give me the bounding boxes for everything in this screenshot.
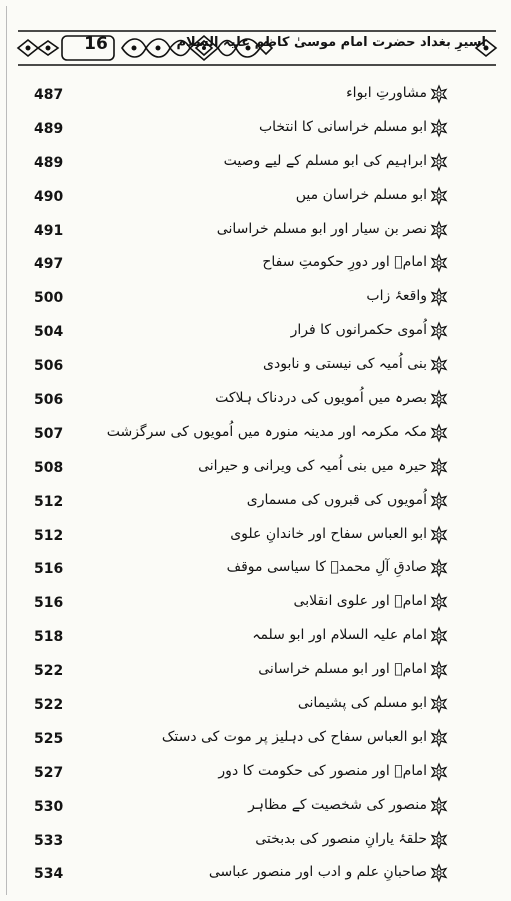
toc-title: امام علیہ السلام اور ابو سلمہ: [252, 627, 427, 644]
star-bullet-icon: [430, 763, 448, 781]
toc-entry: [0, 389, 511, 423]
star-bullet-icon: [430, 85, 448, 103]
toc-page-number: 522: [34, 697, 64, 714]
toc-page-number: 500: [34, 290, 64, 307]
toc-page-number: 530: [34, 798, 64, 815]
toc-entry: [0, 118, 511, 152]
toc-title: مشاورتِ ابواء: [346, 85, 427, 101]
running-title: اسیرِ بغداد حضرت امام موسیٰ کاظم علیہ السلام: [176, 35, 486, 50]
toc-entry: [0, 287, 511, 321]
toc-title: واقعۂ زاب: [366, 288, 427, 305]
toc-page-number: 522: [34, 663, 64, 680]
toc-page-number: 489: [34, 120, 64, 137]
toc-entry: [0, 626, 511, 660]
star-bullet-icon: [430, 559, 448, 577]
star-bullet-icon: [430, 492, 448, 510]
toc-entry: [0, 863, 511, 897]
toc-page-number: 527: [34, 764, 64, 781]
toc-title: اُموی حکمرانوں کا فرار: [290, 322, 427, 339]
star-bullet-icon: [430, 627, 448, 645]
star-bullet-icon: [430, 526, 448, 544]
toc-page-number: 497: [34, 256, 64, 273]
toc-title: بنی اُمیہ کی نیستی و نابودی: [263, 356, 427, 373]
toc-title: ابو العباس سفاح اور خاندانِ علوی: [230, 525, 427, 542]
star-bullet-icon: [430, 593, 448, 611]
toc-title: اُمویوں کی قبروں کی مسماری: [246, 491, 427, 508]
toc-entry: [0, 796, 511, 830]
toc-entry: [0, 660, 511, 694]
table-of-contents: [0, 84, 511, 897]
toc-title: حلقۂ یارانِ منصور کی بدبختی: [255, 830, 427, 847]
toc-title: ابو العباس سفاح کی دہلیز پر موت کی دستک: [161, 728, 427, 745]
toc-page-number: 525: [34, 730, 64, 747]
toc-title: امامؑ اور ابو مسلم خراسانی: [258, 661, 427, 678]
toc-entry: [0, 186, 511, 220]
toc-title: صادقِ آلِ محمدؐ کا سیاسی موقف: [226, 559, 427, 576]
toc-entry: [0, 423, 511, 457]
toc-page-number: 534: [34, 866, 64, 883]
star-bullet-icon: [430, 424, 448, 442]
toc-page-number: 508: [34, 459, 64, 476]
page-number: 16: [84, 34, 108, 54]
page-header: [14, 28, 500, 68]
star-bullet-icon: [430, 695, 448, 713]
star-bullet-icon: [430, 356, 448, 374]
toc-title: ابو مسلم خراسان میں: [295, 186, 427, 203]
toc-entry: [0, 592, 511, 626]
toc-title: صاحبانِ علم و ادب اور منصور عباسی: [208, 864, 427, 881]
toc-entry: [0, 728, 511, 762]
toc-page-number: 507: [34, 425, 64, 442]
toc-page-number: 533: [34, 832, 64, 849]
star-bullet-icon: [430, 729, 448, 747]
star-bullet-icon: [430, 288, 448, 306]
star-bullet-icon: [430, 797, 448, 815]
toc-title: بصرہ میں اُمویوں کی دردناک ہلاکت: [215, 390, 427, 407]
toc-entry: [0, 220, 511, 254]
star-bullet-icon: [430, 661, 448, 679]
toc-title: منصور کی شخصیت کے مظاہر: [248, 796, 427, 813]
toc-entry: [0, 321, 511, 355]
toc-title: حیرہ میں بنی اُمیہ کی ویرانی و حیرانی: [198, 457, 427, 474]
toc-title: ابو مسلم کی پشیمانی: [297, 695, 427, 712]
toc-entry: [0, 525, 511, 559]
toc-page-number: 516: [34, 595, 64, 612]
toc-page-number: 516: [34, 561, 64, 578]
star-bullet-icon: [430, 864, 448, 882]
toc-title: امامؑ اور منصور کی حکومت کا دور: [218, 762, 427, 779]
toc-page-number: 504: [34, 324, 64, 341]
star-bullet-icon: [430, 187, 448, 205]
toc-page-number: 490: [34, 188, 64, 205]
toc-entry: [0, 491, 511, 525]
toc-title: امامؑ اور علوی انقلابی: [293, 593, 427, 610]
toc-entry: [0, 355, 511, 389]
toc-title: ابراہیم کی ابو مسلم کے لیے وصیت: [223, 152, 427, 169]
toc-title: نصر بن سیار اور ابو مسلم خراسانی: [216, 220, 427, 237]
toc-page-number: 512: [34, 527, 64, 544]
toc-entry: [0, 84, 511, 118]
toc-entry: [0, 762, 511, 796]
toc-page-number: 491: [34, 222, 64, 239]
toc-entry: [0, 694, 511, 728]
star-bullet-icon: [430, 153, 448, 171]
star-bullet-icon: [430, 221, 448, 239]
toc-entry: [0, 558, 511, 592]
toc-entry: [0, 457, 511, 491]
toc-page-number: 506: [34, 392, 64, 409]
toc-entry: [0, 152, 511, 186]
toc-title: امامؑ اور دورِ حکومتِ سفاح: [262, 254, 427, 271]
star-bullet-icon: [430, 322, 448, 340]
toc-entry: [0, 253, 511, 287]
toc-page-number: 487: [34, 87, 64, 103]
star-bullet-icon: [430, 119, 448, 137]
toc-title: مکہ مکرمہ اور مدینہ منورہ میں اُمویوں کی سرگزشت: [106, 423, 427, 440]
star-bullet-icon: [430, 458, 448, 476]
toc-page-number: 512: [34, 493, 64, 510]
star-bullet-icon: [430, 254, 448, 272]
toc-entry: [0, 830, 511, 864]
star-bullet-icon: [430, 390, 448, 408]
star-bullet-icon: [430, 831, 448, 849]
toc-page-number: 489: [34, 154, 64, 171]
toc-page-number: 518: [34, 629, 64, 646]
toc-title: ابو مسلم خراسانی کا انتخاب: [258, 118, 427, 135]
toc-page-number: 506: [34, 358, 64, 375]
